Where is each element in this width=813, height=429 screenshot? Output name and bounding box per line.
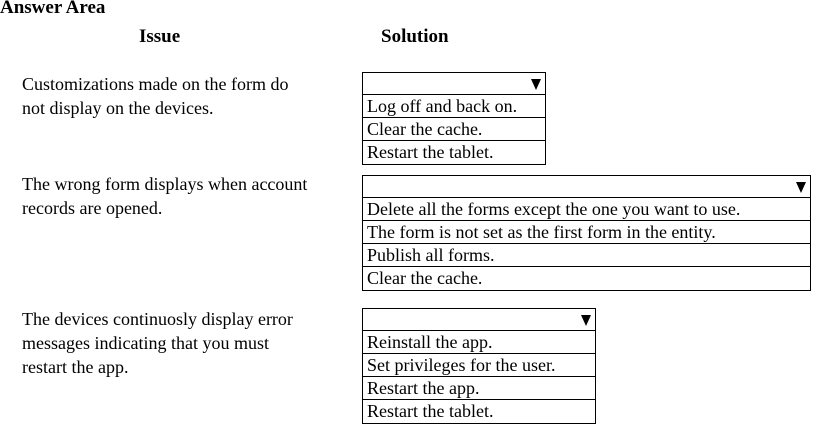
- solution-dropdown-3[interactable]: [362, 308, 596, 424]
- dropdown-option[interactable]: Delete all the forms except the one you want to use.: [363, 198, 810, 221]
- dropdown-header-3[interactable]: [363, 309, 595, 331]
- dropdown-option[interactable]: Clear the cache.: [363, 118, 545, 141]
- issue-text-2: The wrong form displays when account records are opened.: [22, 174, 308, 218]
- solution-dropdown-1[interactable]: [362, 72, 546, 165]
- answer-area-title: Answer Area: [0, 0, 106, 18]
- issue-column-header: Issue: [139, 26, 181, 47]
- dropdown-arrow-icon[interactable]: [796, 182, 806, 193]
- dropdown-header-1[interactable]: [363, 73, 545, 95]
- dropdown-option[interactable]: Publish all forms.: [363, 244, 810, 267]
- dropdown-arrow-icon[interactable]: [531, 79, 541, 90]
- dropdown-option[interactable]: The form is not set as the first form in the entity.: [363, 221, 810, 244]
- dropdown-option[interactable]: Restart the tablet.: [367, 142, 494, 162]
- issue-text-3: The devices continuosly display error messages indicating that you must restart the app.: [22, 309, 293, 377]
- dropdown-option[interactable]: Restart the app.: [363, 377, 595, 400]
- dropdown-option[interactable]: Set privileges for the user.: [363, 354, 595, 377]
- dropdown-option[interactable]: Restart the tablet.: [367, 401, 494, 421]
- dropdown-option[interactable]: Log off and back on.: [363, 95, 545, 118]
- solution-column-header: Solution: [381, 26, 449, 47]
- dropdown-option[interactable]: Clear the cache.: [367, 268, 483, 288]
- dropdown-option[interactable]: Reinstall the app.: [363, 331, 595, 354]
- dropdown-arrow-icon[interactable]: [581, 315, 591, 326]
- issue-text-1: Customizations made on the form do not display on the devices.: [22, 74, 289, 118]
- dropdown-header-2[interactable]: [363, 176, 810, 198]
- solution-dropdown-2[interactable]: [362, 175, 811, 291]
